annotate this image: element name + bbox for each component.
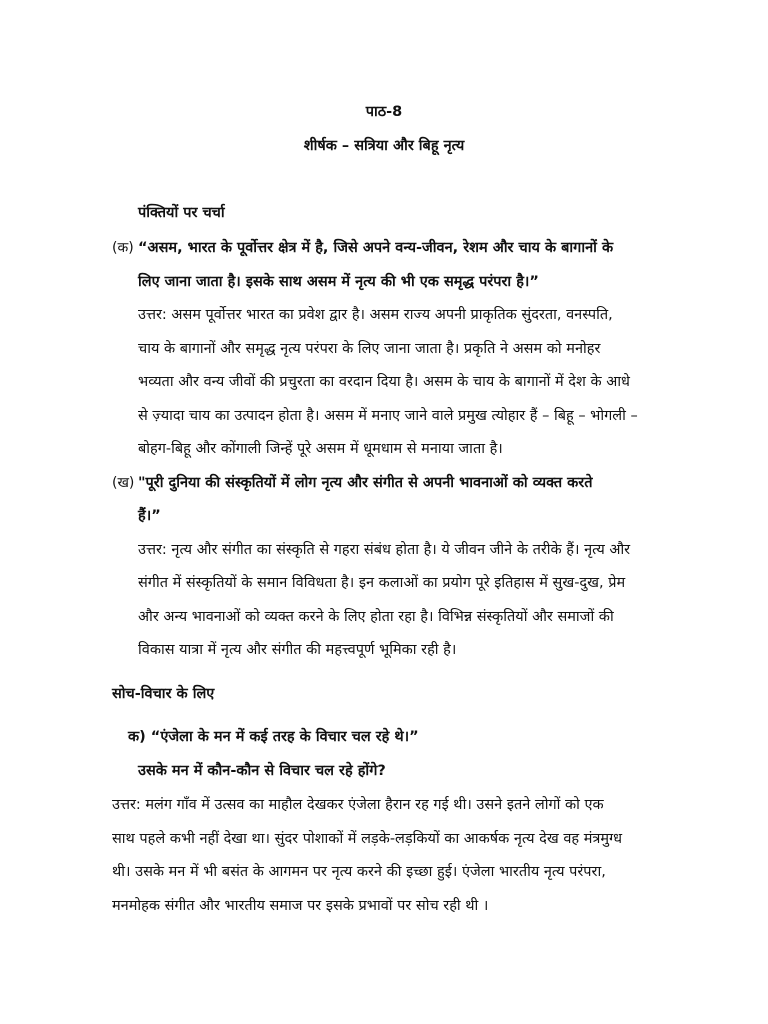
section-heading-thinking: सोच-विचार के लिए bbox=[112, 686, 215, 702]
question-1-line-1: “असम, भारत के पूर्वोत्तर क्षेत्र में है, जिसे अपने वन्य-जीवन, रेशम और चाय के बागानों के bbox=[138, 240, 614, 256]
answer-1-line-5: बोहग-बिहू और कोंगाली जिन्हें पूरे असम में धूमधाम से मनाया जाता है। bbox=[138, 441, 503, 457]
question-2-line-1: "पूरी दुनिया की संस्कृतियों में लोग नृत्य और संगीत से अपनी भावनाओं को व्यक्त करते bbox=[138, 475, 593, 491]
thinking-answer-line-2: साथ पहले कभी नहीं देखा था। सुंदर पोशाकों में लड़के-लड़कियों का आकर्षक नृत्य देख वह मंत्रमुग्ध bbox=[112, 831, 623, 847]
thinking-question-line-1: क) “एंजेला के मन में कई तरह के विचार चल रहे थे।” bbox=[128, 729, 419, 745]
question-marker-ka: (क) bbox=[112, 240, 134, 256]
section-heading-discussion: पंक्तियों पर चर्चा bbox=[138, 205, 225, 221]
answer-1-line-2: चाय के बागानों और समृद्ध नृत्य परंपरा के लिए जाना जाता है। प्रकृति ने असम को मनोहर bbox=[138, 341, 601, 357]
thinking-question-line-2: उसके मन में कौन-कौन से विचार चल रहे होंगे? bbox=[138, 763, 386, 779]
answer-1-line-3: भव्यता और वन्य जीवों की प्रचुरता का वरदान दिया है। असम के चाय के बागानों में देश के आधे bbox=[138, 374, 630, 390]
answer-2-line-3: और अन्य भावनाओं को व्यक्त करने के लिए होता रहा है। विभिन्न संस्कृतियों और समाजों की bbox=[138, 609, 614, 625]
thinking-answer-line-3: थी। उसके मन में भी बसंत के आगमन पर नृत्य करने की इच्छा हुई। एंजेला भारतीय नृत्य परंपरा, bbox=[112, 864, 606, 880]
question-marker-kha: (ख) bbox=[112, 475, 135, 491]
thinking-answer-line-4: मनमोहक संगीत और भारतीय समाज पर इसके प्रभावों पर सोच रही थी । bbox=[112, 898, 489, 914]
lesson-title: शीर्षक – सत्रिया और बिहू नृत्य bbox=[303, 138, 465, 154]
lesson-number: पाठ-8 bbox=[365, 104, 403, 120]
answer-2-line-1: उत्तर: नृत्य और संगीत का संस्कृति से गहरा संबंध होता है। ये जीवन जीने के तरीके हैं। नृत्य और bbox=[138, 542, 631, 558]
question-2-line-2: हैं।” bbox=[138, 508, 161, 524]
answer-2-line-2: संगीत में संस्कृतियों के समान विविधता है। इन कलाओं का प्रयोग पूरे इतिहास में सुख-दुख, प्रेम bbox=[138, 575, 626, 591]
answer-1-line-4: से ज़्यादा चाय का उत्पादन होता है। असम में मनाए जाने वाले प्रमुख त्योहार हैं – बिहू – भोगली – bbox=[138, 408, 638, 424]
question-1-line-2: लिए जाना जाता है। इसके साथ असम में नृत्य की भी एक समृद्ध परंपरा है।” bbox=[138, 274, 539, 290]
answer-1-line-1: उत्तर: असम पूर्वोत्तर भारत का प्रवेश द्वार है। असम राज्य अपनी प्राकृतिक सुंदरता, वनस्पति, bbox=[138, 307, 613, 323]
answer-2-line-4: विकास यात्रा में नृत्य और संगीत की महत्त्वपूर्ण भूमिका रही है। bbox=[138, 642, 457, 658]
thinking-answer-line-1: उत्तर: मलंग गाँव में उत्सव का माहौल देखकर एंजेला हैरान रह गई थी। उसने इतने लोगों को एक bbox=[112, 797, 604, 813]
